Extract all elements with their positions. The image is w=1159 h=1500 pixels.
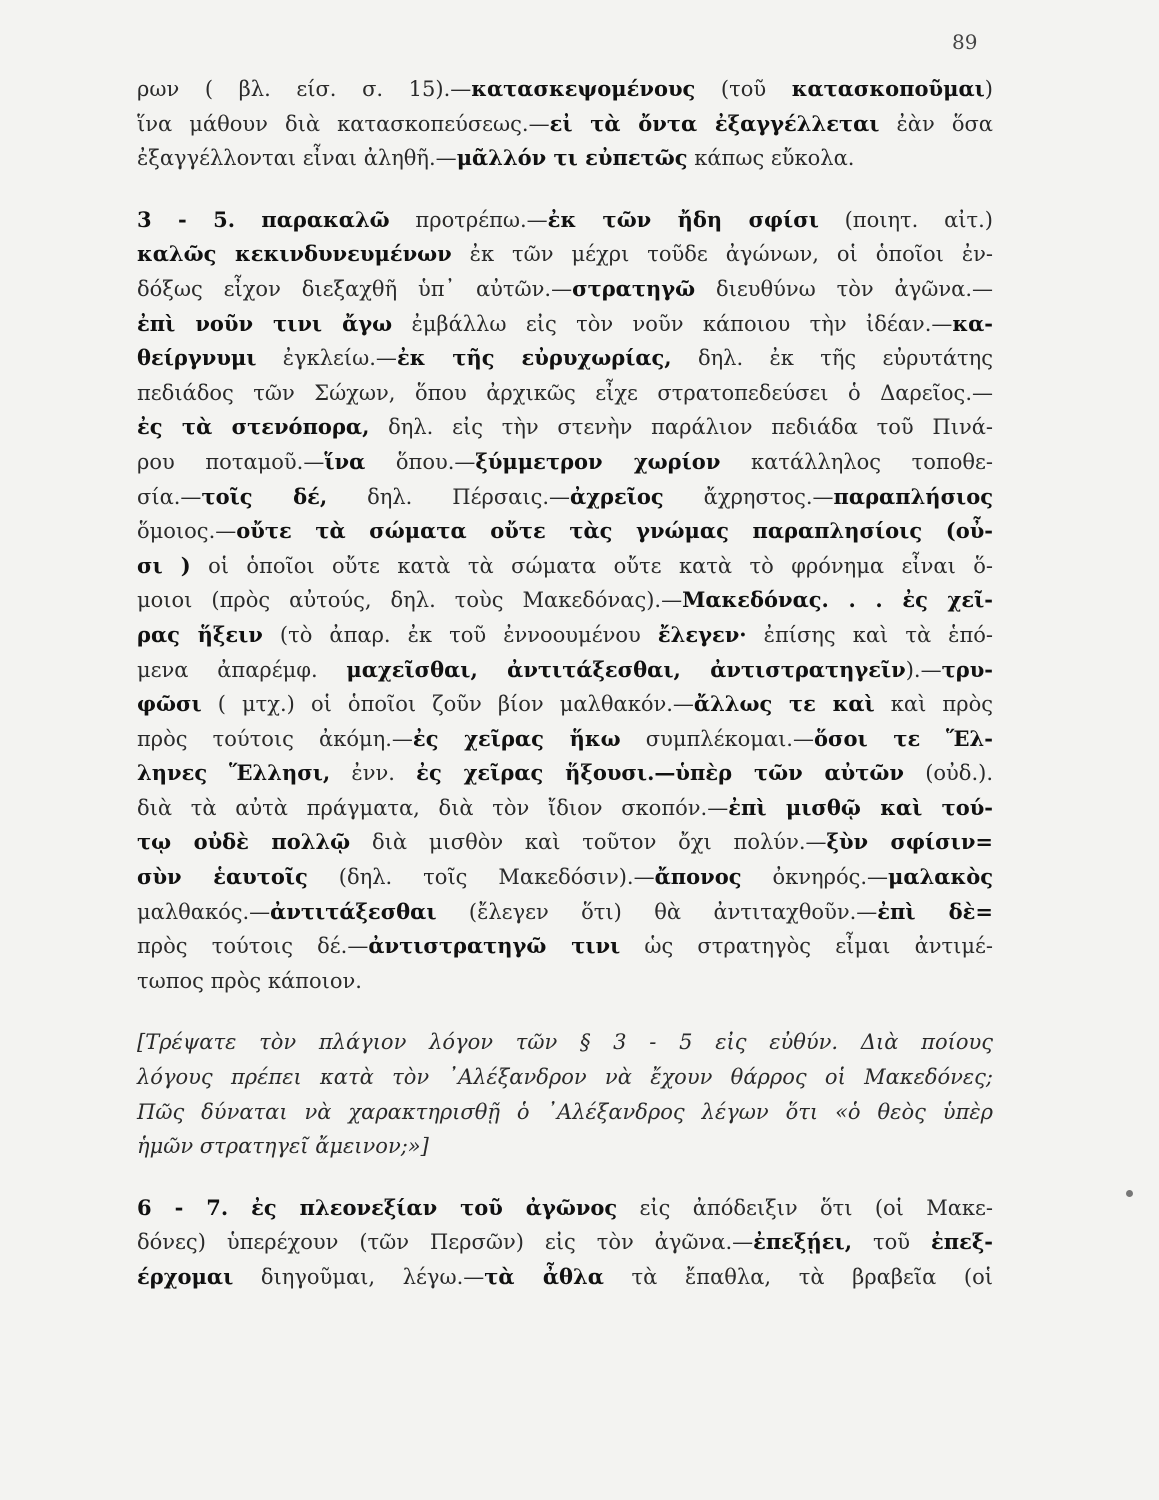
text-line (137, 237, 993, 272)
text-segment: ).— (905, 657, 942, 682)
text-segment: διηγοῦμαι, λέγω.— (233, 1265, 485, 1289)
bold-term: τρυ- (941, 656, 993, 682)
bold-term: στρατηγῶ (572, 275, 696, 301)
text-line (137, 895, 993, 930)
text-segment: δηλ. ἐκ τῆς εὐρυτάτης (671, 346, 993, 371)
text-segment: τοῦ (852, 1230, 931, 1255)
bold-term: ἄπονος (654, 864, 742, 890)
text-segment: πρὸς τούτοις δέ.— (137, 934, 369, 959)
italic-text: Πῶς δύναται νὰ χαρακτηρισθῇ ὁ ᾽Αλέξανδρος λέγων ὅτι «ὁ θεὸς ὑπὲρ (137, 1099, 993, 1124)
text-segment: καὶ πρὸς (874, 692, 993, 717)
bold-term: μαχεῖσθαι, ἀντιτάξεσθαι, ἀντιστρατηγεῖν (346, 656, 906, 682)
text-segment: ἐκ τῶν μέχρι τοῦδε ἀγώνων, οἱ ὁποῖοι ἐν- (451, 242, 993, 267)
bold-term: παραπλήσιος (833, 483, 994, 509)
bold-term: τοῖς δέ, (201, 483, 328, 509)
text-line (137, 1191, 993, 1226)
text-segment: ρων ( βλ. είσ. σ. 15).— (137, 77, 472, 101)
bold-term: ξὺν σφίσιν= (826, 829, 993, 855)
text-line (137, 722, 993, 757)
paragraph (137, 1191, 993, 1295)
text-line (137, 860, 993, 895)
bold-term: ἐς χεῖρας ἥκω (412, 725, 621, 751)
bold-term: φῶσι (137, 691, 202, 717)
bold-term: ἐπὶ δὲ= (877, 898, 993, 924)
bold-term: ξύμμετρον χωρίον (475, 448, 721, 474)
bold-term: θείργνυμι (137, 345, 257, 371)
bold-term: κατασκεψομένους (471, 76, 696, 101)
italic-text: ἡμῶν στρατηγεῖ ἄμεινον;»] (137, 1134, 429, 1159)
bold-term: σι ) (137, 552, 191, 578)
text-line (137, 1260, 993, 1295)
text-segment: ἐγκλείω.— (256, 346, 397, 371)
paragraph-gap (137, 176, 993, 203)
text-segment: δόνες) ὑπερέχουν (τῶν Περσῶν) εἰς τὸν ἀγῶνα.— (137, 1230, 754, 1255)
text-segment: ἐξαγγέλλονται εἶναι ἀληθῆ.— (137, 146, 457, 171)
text-line (137, 272, 993, 307)
text-line (137, 825, 993, 860)
text-line (137, 1095, 993, 1130)
text-line (137, 72, 993, 107)
text-line (137, 445, 993, 480)
text-segment: ὅμοιος.— (137, 519, 237, 544)
page-text (137, 72, 993, 1295)
bold-term: ἀντιστρατηγῶ τινι (368, 933, 621, 959)
bold-term: ὅσοι τε Ἕλ- (813, 725, 993, 751)
italic-text: [Τρέψατε τὸν πλάγιον λόγον τῶν § 3 - 5 εἰς εὐθύν. Διὰ ποίους (137, 1030, 993, 1055)
text-line (137, 141, 993, 176)
text-segment: κάπως εὔκολα. (687, 146, 855, 171)
text-line (137, 964, 993, 999)
text-segment: κατάλληλος τοποθε- (720, 449, 993, 474)
bold-term: ἀντιτάξεσθαι (270, 898, 437, 924)
bold-term: ἐπεξῄει, (753, 1229, 853, 1255)
text-segment: τὰ ἔπαθλα, τὰ βραβεῖα (οἱ (603, 1265, 994, 1289)
text-line (137, 480, 993, 515)
text-segment: διὰ τὰ αὐτὰ πράγματα, διὰ τὸν ἴδιον σκοπόν.— (137, 795, 729, 820)
text-line (137, 410, 993, 445)
text-line (137, 1025, 993, 1060)
paragraph-gap (137, 998, 993, 1025)
bold-term: ἐκ τῶν ἤδη σφίσι (547, 206, 819, 232)
text-segment: ὀκνηρός.— (741, 865, 889, 890)
text-segment: δηλ. Πέρσαις.— (327, 484, 571, 509)
text-segment: μαλθακός.— (137, 899, 271, 924)
bold-term: ἔλεγεν· (657, 621, 747, 647)
text-line (137, 583, 993, 618)
text-segment: προτρέπω.— (389, 207, 548, 232)
bold-term: 3 - 5. παρακαλῶ (137, 206, 390, 232)
text-segment: οἱ ὁποῖοι οὔτε κατὰ τὰ σώματα οὔτε κατὰ τὸ φρόνημα εἶναι ὅ- (190, 553, 993, 578)
bold-term: τῳ οὐδὲ πολλῷ (137, 829, 351, 855)
text-segment: πεδιάδος τῶν Σώχων, ὅπου ἀρχικῶς εἶχε στρατοπεδεύσει ὁ Δαρεῖος.— (137, 380, 993, 405)
text-line (137, 307, 993, 342)
text-line (137, 687, 993, 722)
text-line (137, 376, 993, 411)
text-segment: διευθύνω τὸν ἀγῶνα.— (695, 276, 994, 301)
text-line (137, 514, 993, 549)
margin-dot (1126, 1190, 1133, 1197)
bold-term: ἐπεξ- (930, 1229, 993, 1255)
text-segment: μενα ἀπαρέμφ. (137, 657, 347, 682)
bold-term: έρχομαι (137, 1264, 234, 1289)
text-segment: ἐπίσης καὶ τὰ ἑπό- (746, 622, 993, 647)
text-segment: διὰ μισθὸν καὶ τοῦτον ὄχι πολύν.— (350, 830, 827, 855)
text-segment: σία.— (137, 484, 202, 509)
text-line (137, 929, 993, 964)
text-segment: (ἔλεγεν ὅτι) θὰ ἀντιταχθοῦν.— (436, 899, 878, 924)
text-segment: ( μτχ.) οἱ ὁποῖοι ζοῦν βίον μαλθακόν.— (201, 692, 694, 717)
bold-term: ἀχρεῖος (570, 483, 664, 509)
text-line (137, 1129, 993, 1164)
text-segment: μοιοι (πρὸς αὐτούς, δηλ. τοὺς Μακεδόνας).— (137, 588, 683, 613)
text-segment: (οὐδ.). (903, 761, 993, 786)
text-segment: ὅπου.— (365, 449, 476, 474)
text-segment: πρὸς τούτοις ἀκόμη.— (137, 726, 413, 751)
text-segment: συμπλέκομαι.— (620, 726, 814, 751)
bold-term: μᾶλλόν τι εὐπετῶς (456, 145, 688, 171)
text-segment: ἄχρηστος.— (663, 484, 834, 509)
text-line (137, 653, 993, 688)
text-segment: εἰς ἀπόδειξιν ὅτι (οἱ Μακε- (617, 1195, 993, 1220)
bold-term: σὺν ἑαυτοῖς (137, 864, 308, 890)
bold-term: ἐς χεῖρας ἥξουσι.—ὑπὲρ τῶν αὐτῶν (416, 760, 904, 786)
text-line (137, 791, 993, 826)
paragraph (137, 1025, 993, 1163)
text-segment: ἐνν. (330, 761, 417, 786)
bold-term: μαλακὸς (888, 864, 993, 890)
paragraph (137, 203, 993, 999)
text-segment: (δηλ. τοῖς Μακεδόσιν).— (307, 865, 655, 890)
text-line (137, 549, 993, 584)
bold-term: ἐς τὰ στενόπορα, (137, 414, 370, 440)
text-segment: ) (984, 77, 993, 101)
bold-term: ἄλλως τε καὶ (693, 691, 875, 717)
text-line (137, 618, 993, 653)
text-segment: ἵνα μάθουν διὰ κατασκοπεύσεως.— (137, 111, 550, 136)
text-segment: ἐμβάλλω εἰς τὸν νοῦν κάποιου τὴν ἰδέαν.— (392, 311, 953, 336)
italic-text: λόγους πρέπει κατὰ τὸν ᾽Αλέξανδρον νὰ ἔχουν θάρρος οἱ Μακεδόνες; (137, 1065, 993, 1090)
bold-term: ληνες Ἕλλησι, (137, 760, 331, 786)
bold-term: κα- (952, 310, 993, 336)
text-segment: (ποιητ. αἰτ.) (818, 207, 993, 232)
text-segment: δόξως εἶχον διεξαχθῆ ὑπ᾽ αὐτῶν.— (137, 276, 573, 301)
bold-term: ἐπὶ νοῦν τινι ἄγω (137, 310, 393, 336)
bold-term: 6 - 7. ἐς πλεονεξίαν τοῦ ἀγῶνος (137, 1194, 618, 1220)
text-segment: (τοῦ (695, 77, 792, 101)
text-segment: ὡς στρατηγὸς εἶμαι ἀντιμέ- (620, 934, 993, 959)
bold-term: ἵνα (324, 448, 366, 474)
paragraph-gap (137, 1164, 993, 1191)
bold-term: Μακεδόνας. . . ἐς χεῖ- (682, 587, 993, 613)
text-line (137, 341, 993, 376)
bold-term: εἰ τὰ ὄντα ἐξαγγέλλεται (549, 110, 880, 136)
bold-term: τὰ ἆθλα (484, 1264, 604, 1289)
text-line (137, 1060, 993, 1095)
bold-term: οὔτε τὰ σώματα οὔτε τὰς γνώμας παραπλησίοις (οὖ- (236, 518, 993, 544)
page-number: 89 (952, 30, 978, 54)
text-line (137, 756, 993, 791)
text-segment: (τὸ ἀπαρ. ἐκ τοῦ ἐννοουμένου (262, 622, 658, 647)
bold-term: ἐκ τῆς εὐρυχωρίας, (396, 345, 672, 371)
paragraph (137, 72, 993, 176)
text-segment: δηλ. εἰς τὴν στενὴν παράλιον πεδιάδα τοῦ Πινά- (369, 415, 993, 440)
text-segment: τωπος πρὸς κάποιον. (137, 968, 362, 993)
bold-term: καλῶς κεκινδυνευμένων (137, 241, 452, 267)
text-segment: ρου ποταμοῦ.— (137, 449, 325, 474)
text-segment: ἐὰν ὅσα (879, 111, 993, 136)
text-line (137, 203, 993, 238)
bold-term: κατασκοποῦμαι (791, 76, 985, 101)
bold-term: ρας ἥξειν (137, 621, 263, 647)
bold-term: ἐπὶ μισθῷ καὶ τού- (728, 794, 993, 820)
text-line (137, 107, 993, 142)
text-line (137, 1225, 993, 1260)
